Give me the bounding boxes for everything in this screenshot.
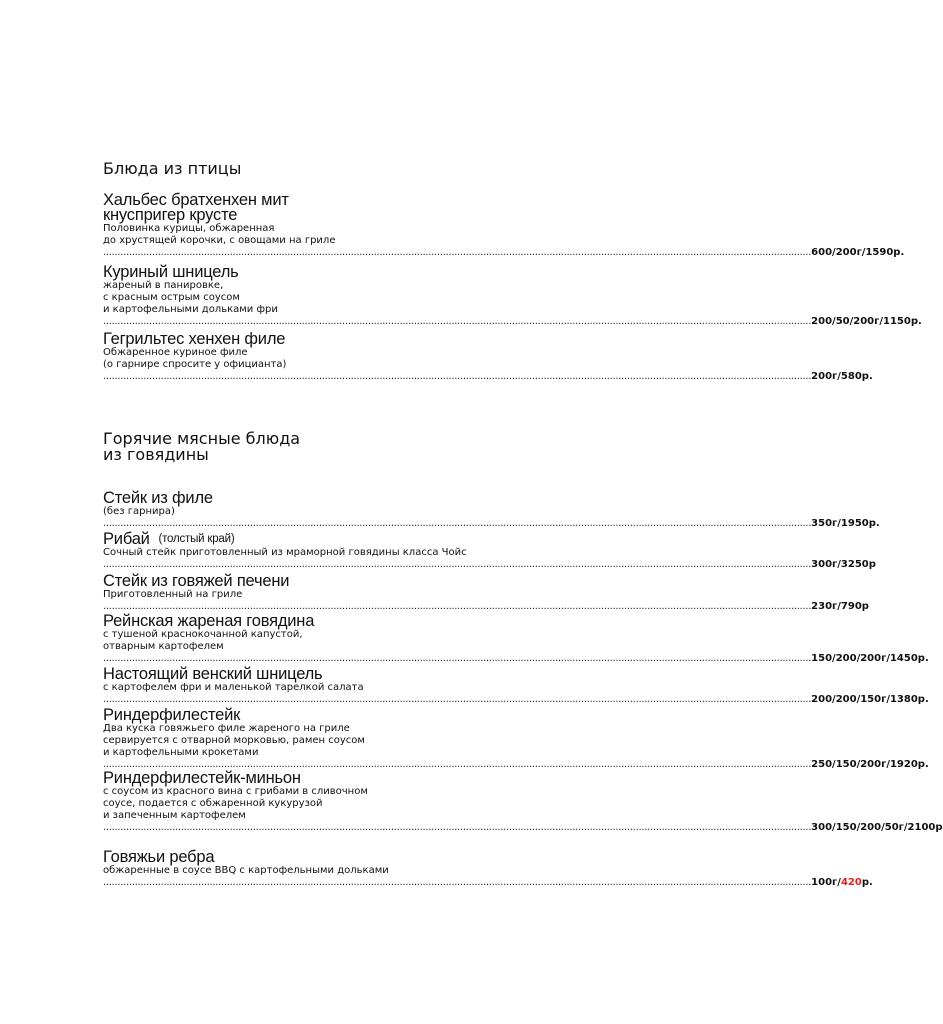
dish-price: 350г/1950р. [811,518,880,529]
price-line [103,822,943,834]
dish-description: с соусом из красного вина с грибами в сливочном [103,786,368,797]
dish-description: Приготовленный на гриле [103,589,243,600]
dish-price: 600/200г/1590р. [811,247,905,258]
price-line [103,559,876,571]
price-line [103,694,929,706]
price-line [103,316,922,328]
dish-description: и картофельными дольками фри [103,304,278,315]
dot-leader: ...................................................................................................................................................................................................................................................... [103,877,812,888]
dish-price: 300/150/200/50г/2100р [811,822,943,833]
dish-description: до хрустящей корочки, с овощами на гриле [103,235,336,246]
dish-description: (о гарнире спросите у официанта) [103,359,287,370]
menu-item [103,848,873,889]
price-highlight: 420 [840,877,862,888]
menu-item [103,572,869,613]
dish-description: (без гарнира) [103,506,175,517]
dish-description: Половинка курицы, обжаренная [103,223,275,234]
dot-leader: ...................................................................................................................................................................................................................................................... [103,247,812,258]
price-prefix: 100г/ [811,877,841,888]
section-title-poultry: Блюда из птицы [103,159,242,178]
dish-name: Риндерфилестейк [103,706,241,724]
dish-description: и картофельными крокетами [103,747,259,758]
dot-leader: ...................................................................................................................................................................................................................................................... [103,559,812,570]
dish-name-row [103,532,671,547]
dish-name: Рибай [103,530,150,548]
dish-price: 200/50/200г/1150р. [811,316,922,327]
dish-description: жареный в панировке, [103,280,224,291]
menu-item [103,489,880,530]
dot-leader: ...................................................................................................................................................................................................................................................... [103,653,812,664]
dish-price: 250/150/200г/1920р. [811,759,929,770]
dish-price: 230г/790р [811,601,869,612]
menu-item [103,330,873,383]
dish-description: с тушеной краснокочанной капустой, [103,629,303,640]
dot-leader: ...................................................................................................................................................................................................................................................... [103,316,812,327]
price-line [103,247,905,259]
dot-leader: ...................................................................................................................................................................................................................................................... [103,822,812,833]
dish-description: соусе, подается с обжаренной кукурузой [103,798,323,809]
dish-description: сервируется с отварной морковью, рамен соусом [103,735,365,746]
dish-description: обжаренные в соусе BBQ с картофельными дольками [103,865,389,876]
dish-description: Два куска говяжьего филе жареного на гриле [103,723,350,734]
menu-item [103,665,929,706]
dot-leader: ...................................................................................................................................................................................................................................................... [103,759,812,770]
menu-item [103,706,929,771]
menu-item [103,612,929,665]
section-title-beef-cont: из говядины [103,445,209,464]
dot-leader: ...................................................................................................................................................................................................................................................... [103,601,812,612]
dish-price [811,877,873,889]
dish-name-note: (толстый край) [158,533,235,545]
dish-name: Говяжьи ребра [103,848,215,866]
dish-name: Куриный шницель [103,263,239,281]
menu-item [103,191,905,259]
dish-name: Стейк из говяжей печени [103,572,290,590]
menu-item [103,769,943,834]
dot-leader: ...................................................................................................................................................................................................................................................... [103,371,812,382]
price-line [103,877,873,889]
dish-description: Обжаренное куриное филе [103,347,248,358]
dish-price: 200г/580р. [811,371,873,382]
dish-description: и запеченным картофелем [103,810,246,821]
dish-name: Стейк из филе [103,489,213,507]
price-suffix: р. [861,877,873,888]
dish-name-cont: кнуспригер крусте [103,206,238,224]
dish-price: 300г/3250р [811,559,876,570]
price-line [103,653,929,665]
dish-price: 150/200/200г/1450р. [811,653,929,664]
dish-name: Настоящий венский шницель [103,665,323,683]
menu-item [103,263,922,328]
dish-description: с картофелем фри и маленькой тарелкой салата [103,682,364,693]
section-title-beef: Горячие мясные блюда [103,429,301,448]
price-line [103,371,873,383]
dot-leader: ...................................................................................................................................................................................................................................................... [103,694,812,705]
dish-description: отварным картофелем [103,641,224,652]
dish-name: Гегрильтес хенхен филе [103,330,286,348]
dish-description: с красным острым соусом [103,292,240,303]
price-line [103,518,880,530]
menu-item [103,530,876,571]
dish-price: 200/200/150г/1380р. [811,694,929,705]
dish-name: Рейнская жареная говядина [103,612,315,630]
dish-name: Риндерфилестейк-миньон [103,769,301,787]
dish-description: Сочный стейк приготовленный из мраморной говядины класса Чойс [103,547,467,558]
dot-leader: ...................................................................................................................................................................................................................................................... [103,518,812,529]
dish-name: Хальбес братхенхен мит [103,191,289,209]
